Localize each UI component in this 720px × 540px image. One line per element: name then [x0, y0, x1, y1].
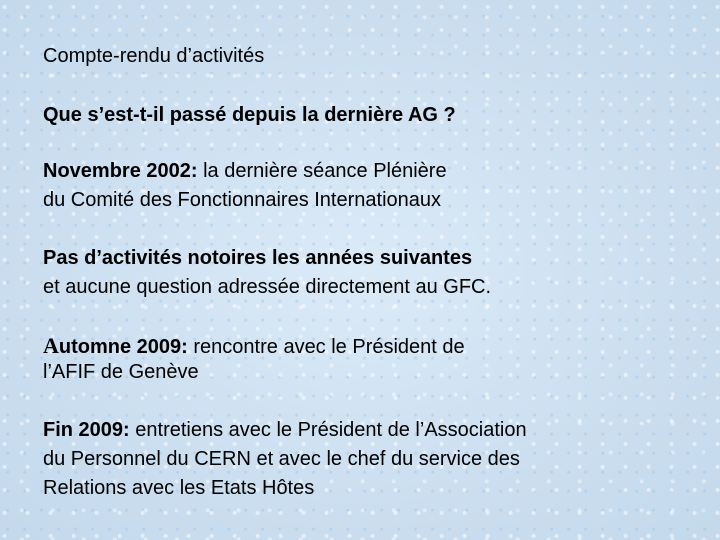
entry-end-2009-text-1: entretiens avec le Président de l’Association — [135, 419, 527, 441]
entry-autumn-2009-date — [43, 333, 188, 358]
entry-end-2009-line-2: du Personnel du CERN et avec le chef du service des — [43, 448, 520, 470]
entry-autumn-2009-date-initial: A — [43, 333, 59, 358]
entry-nov-2002-line-1 — [43, 157, 447, 186]
entry-autumn-2009-text-1: rencontre avec le Président de — [193, 336, 465, 358]
entry-no-activity-lead: Pas d’activités notoires les années suivantes — [43, 247, 473, 269]
entry-autumn-2009-line-2: l’AFIF de Genève — [43, 361, 199, 383]
entry-end-2009-line-1 — [43, 416, 527, 445]
slide-title: Compte-rendu d’activités — [43, 45, 265, 67]
entry-end-2009-line-3: Relations avec les Etats Hôtes — [43, 477, 315, 499]
slide-question: Que s’est-t-il passé depuis la dernière AG ? — [43, 104, 456, 126]
entry-autumn-2009-date-rest: utomne 2009: — [58, 336, 188, 358]
entry-nov-2002-line-2: du Comité des Fonctionnaires Internationaux — [43, 189, 442, 211]
entry-no-activity-line-2: et aucune question adressée directement au GFC. — [43, 276, 492, 298]
entry-nov-2002-text-1: la dernière séance Plénière — [203, 160, 447, 182]
entry-nov-2002-date: Novembre 2002: — [43, 160, 198, 182]
entry-end-2009-date: Fin 2009: — [43, 419, 130, 441]
